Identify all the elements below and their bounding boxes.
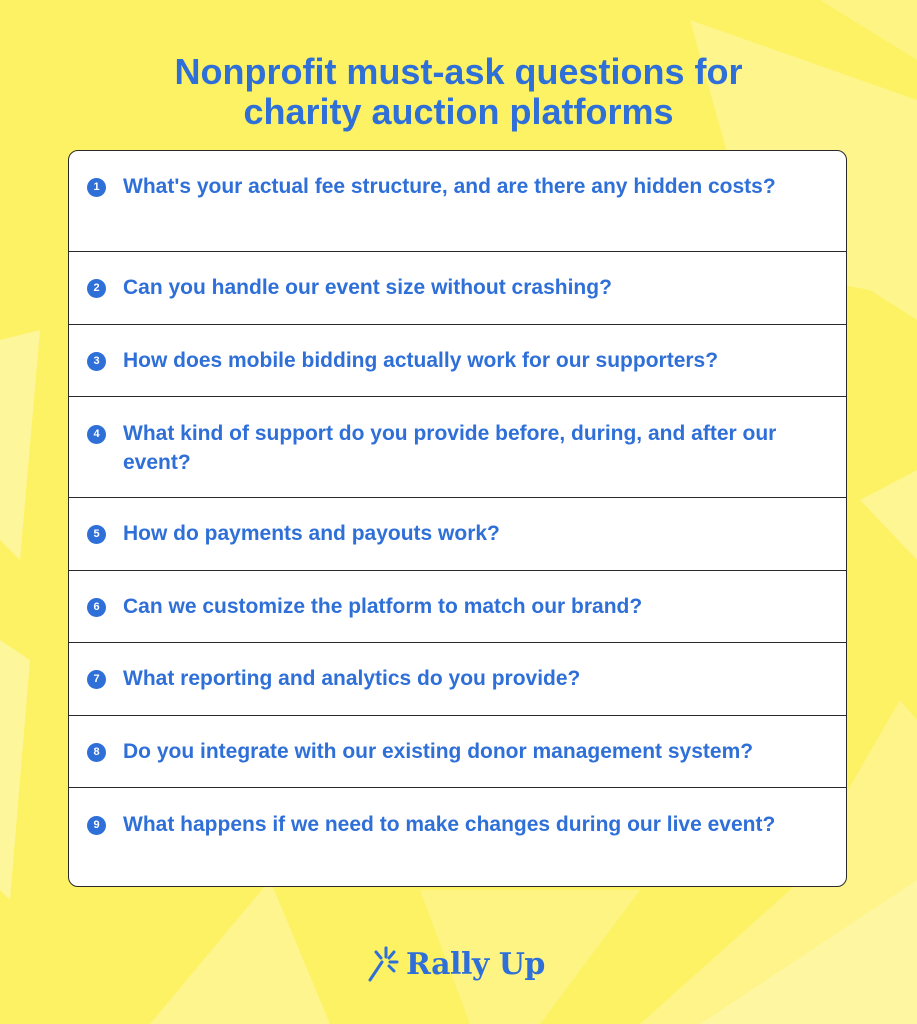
question-row-4 [69, 396, 846, 497]
question-text: How do payments and payouts work? [123, 522, 500, 545]
question-number-badge: 7 [87, 670, 106, 689]
question-row-5 [69, 497, 846, 570]
sparkle-wand-icon [364, 944, 400, 984]
question-row-6 [69, 570, 846, 642]
question-text: What reporting and analytics do you provide? [123, 667, 581, 690]
question-row-7 [69, 642, 846, 715]
question-number-badge: 8 [87, 743, 106, 762]
question-text: How does mobile bidding actually work for our supporters? [123, 349, 719, 372]
question-number-badge: 4 [87, 425, 106, 444]
question-number-badge: 2 [87, 279, 106, 298]
question-number-badge: 5 [87, 525, 106, 544]
question-number-badge: 6 [87, 598, 106, 617]
question-text: What's your actual fee structure, and are there any hidden costs? [123, 175, 776, 198]
question-number-badge: 3 [87, 352, 106, 371]
question-row-2 [69, 251, 846, 324]
question-row-9 [69, 787, 846, 887]
question-row-3 [69, 324, 846, 396]
question-text: What happens if we need to make changes during our live event? [123, 813, 776, 836]
question-number-badge: 9 [87, 816, 106, 835]
page-title [0, 52, 917, 132]
question-row-1 [69, 151, 846, 251]
brand-name: Rally Up [406, 946, 545, 982]
rallyup-logo [364, 940, 545, 988]
questions-card [68, 150, 847, 887]
question-text: What kind of support do you provide before, during, and after our event? [123, 422, 777, 474]
page-title-line-2: charity auction platforms [243, 91, 674, 132]
page-title-line-1: Nonprofit must-ask questions for [174, 51, 743, 92]
question-text: Can you handle our event size without crashing? [123, 276, 612, 299]
question-text: Can we customize the platform to match our brand? [123, 595, 643, 618]
question-text: Do you integrate with our existing donor management system? [123, 740, 754, 763]
question-number-badge: 1 [87, 178, 106, 197]
question-row-8 [69, 715, 846, 787]
